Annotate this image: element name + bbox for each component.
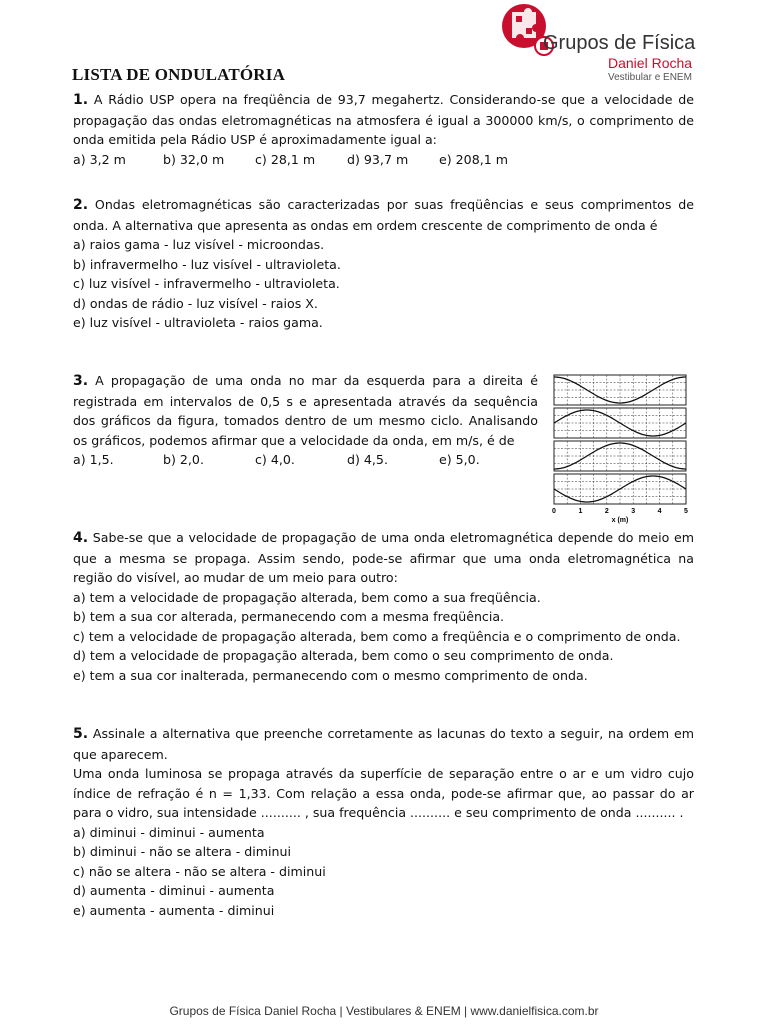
tick-label: 1 <box>578 508 583 515</box>
question-2 <box>73 195 694 333</box>
question-text-2: Uma onda luminosa se propaga através da superfície de separação entre o ar e um vidro cujo índice de refração é n = 1,33. Com relação a essa onda, pode-se afirmar que, ao passar do ar para o vidro, sua intensidade .......... , sua frequência .......... e seu comprimento de onda .......... . <box>73 766 694 820</box>
option-d: d) 93,7 m <box>347 151 409 167</box>
option-e: e) tem a sua cor inalterada, permanecendo com o mesmo comprimento de onda. <box>73 667 588 683</box>
tick-label: 0 <box>552 508 556 515</box>
option-e: e) 5,0. <box>439 452 480 467</box>
question-text: A Rádio USP opera na freqüência de 93,7 megahertz. Considerando-se que a velocidade de propagação das ondas eletromagnéticas na atmosfera é igual a 300000 km/s, o comprimento de onda emitida pela Rádio USP é aproximadamente igual a: <box>73 92 694 147</box>
option-a: a) raios gama - luz visível - microondas. <box>73 237 325 252</box>
question-number: 3. <box>73 373 89 389</box>
option-d: d) 4,5. <box>347 452 388 467</box>
tick-label: 3 <box>631 508 636 515</box>
option-e: e) luz visível - ultravioleta - raios gama. <box>73 315 323 330</box>
question-number: 4. <box>73 530 89 546</box>
options-row <box>73 150 694 170</box>
options-row <box>73 450 538 470</box>
question-text: Ondas eletromagnéticas são caracterizadas por suas freqüências e seus comprimentos de onda. A alternativa que apresenta as ondas em ordem crescente de comprimento de onda é <box>73 197 694 233</box>
logo-name: Daniel Rocha <box>608 55 693 71</box>
axis-label: x (m) <box>611 517 629 524</box>
wave-graphs <box>548 370 692 525</box>
option-b: b) infravermelho - luz visível - ultravioleta. <box>73 256 341 272</box>
question-number: 2. <box>73 197 89 213</box>
option-c: c) tem a velocidade de propagação alterada, bem como a freqüência e o comprimento de onda. <box>73 628 681 644</box>
wave-graphs-figure <box>548 370 692 525</box>
option-b: b) 2,0. <box>163 452 204 467</box>
tick-label: 5 <box>684 508 688 515</box>
option-e: e) aumenta - aumenta - diminui <box>73 902 275 918</box>
options-list <box>73 235 694 333</box>
page-footer: Grupos de Física Daniel Rocha | Vestibulares & ENEM | www.danielfisica.com.br <box>169 1004 599 1018</box>
brand-logo <box>500 2 720 84</box>
option-d: d) tem a velocidade de propagação alterada, bem como o seu comprimento de onda. <box>73 648 614 663</box>
option-d: d) ondas de rádio - luz visível - raios X. <box>73 295 318 311</box>
question-number: 1. <box>73 92 89 108</box>
logo-title: Grupos de Física <box>543 32 696 54</box>
question-1 <box>73 90 694 169</box>
question-4 <box>73 528 694 685</box>
option-c: c) não se altera - não se altera - diminui <box>73 863 326 879</box>
option-a: a) tem a velocidade de propagação alterada, bem como a sua freqüência. <box>73 589 541 605</box>
question-text: Sabe-se que a velocidade de propagação de uma onda eletromagnética depende do meio em que a mesma se propaga. Assim sendo, pode-se afirmar que uma onda eletromagnética na região do visível, ao mudar de um meio para outro: <box>73 530 694 585</box>
question-text: Assinale a alternativa que preenche corretamente as lacunas do texto a seguir, na ordem em que aparecem. <box>73 726 694 762</box>
option-c: c) 4,0. <box>255 452 295 467</box>
option-c: c) 28,1 m <box>255 151 316 167</box>
question-5 <box>73 724 694 920</box>
question-number: 5. <box>73 726 89 742</box>
option-a: a) 3,2 m <box>73 151 126 167</box>
options-list <box>73 823 694 921</box>
option-b: b) tem a sua cor alterada, permanecendo com a mesma freqüência. <box>73 609 505 624</box>
option-a: a) diminui - diminui - aumenta <box>73 824 265 840</box>
tick-label: 4 <box>657 508 662 515</box>
option-b: b) 32,0 m <box>163 151 225 167</box>
question-3 <box>73 371 538 470</box>
page-title: LISTA DE ONDULATÓRIA <box>72 65 286 84</box>
option-d: d) aumenta - diminui - aumenta <box>73 883 275 898</box>
question-text: A propagação de uma onda no mar da esquerda para a direita é registrada em intervalos de 0,5 s e apresentada através da sequência dos gráficos da figura, tomados dentro de um mesmo ciclo. Analisando os gráficos, podemos afirmar que a velocidade da onda, em m/s, é de <box>73 373 538 448</box>
option-c: c) luz visível - infravermelho - ultravioleta. <box>73 276 340 291</box>
logo-tagline: Vestibular e ENEM <box>608 72 692 83</box>
option-e: e) 208,1 m <box>439 151 508 167</box>
option-b: b) diminui - não se altera - diminui <box>73 844 291 859</box>
option-a: a) 1,5. <box>73 452 114 467</box>
tick-label: 2 <box>604 508 609 515</box>
options-list <box>73 588 694 686</box>
